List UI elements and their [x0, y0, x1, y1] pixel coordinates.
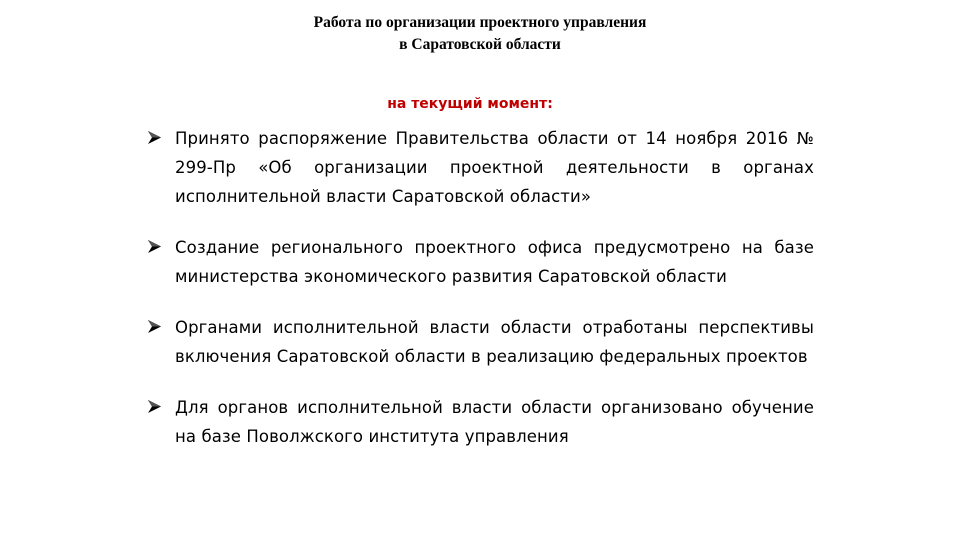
title-line-2: в Саратовской области [399, 36, 561, 53]
bullet-list [144, 124, 814, 473]
list-item [144, 313, 814, 371]
slide-subtitle: на текущий момент: [387, 96, 553, 112]
arrow-bullet-icon [147, 319, 162, 334]
list-item [144, 233, 814, 291]
slide-title [0, 12, 960, 56]
title-line-1: Работа по организации проектного управления [313, 14, 647, 31]
bullet-text: Принято распоряжение Правительства области от 14 ноября 2016 № 299-Пр «Об организации проектной деятельности в органах исполнительной власти Саратовской области» [175, 129, 814, 206]
list-item [144, 124, 814, 211]
bullet-text: Для органов исполнительной власти области организовано обучение на базе Поволжского института управления [175, 398, 814, 446]
arrow-bullet-icon [147, 399, 162, 414]
bullet-text: Создание регионального проектного офиса предусмотрено на базе министерства экономического развития Саратовской области [175, 238, 814, 286]
arrow-bullet-icon [147, 130, 162, 145]
list-item [144, 393, 814, 451]
arrow-bullet-icon [147, 239, 162, 254]
bullet-text: Органами исполнительной власти области отработаны перспективы включения Саратовской области в реализацию федеральных проектов [175, 318, 814, 366]
